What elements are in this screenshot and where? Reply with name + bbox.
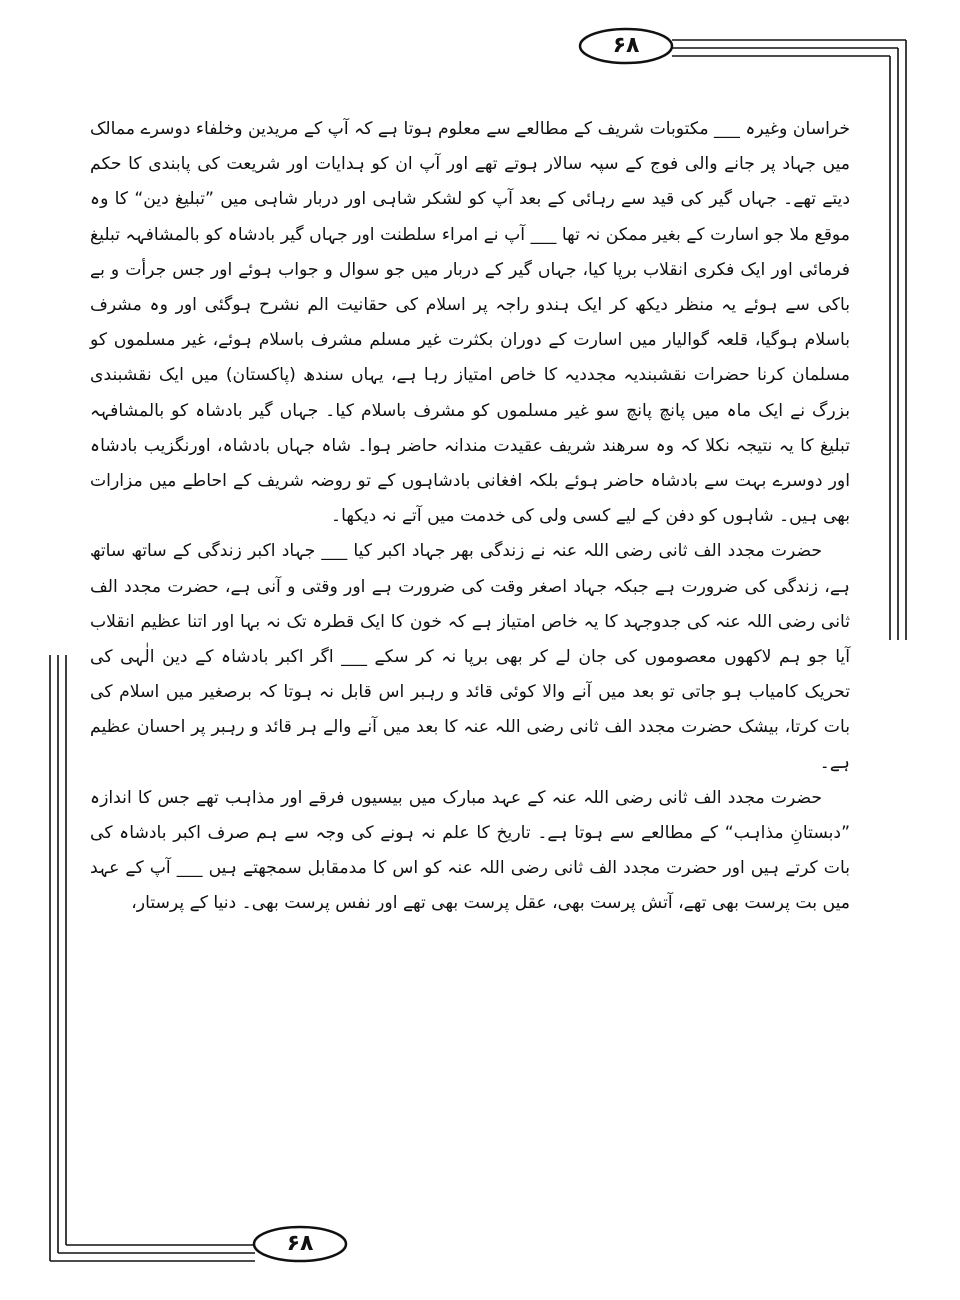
paragraph-1: خراسان وغیرہ ___ مکتوبات شریف کے مطالعے سے معلوم ہوتا ہے کہ آپ کے مریدین وخلفاء دوسرے ممالک میں جہاد پر جانے والی فوج کے سپہ سالار ہوتے تھے اور آپ ان کو ہدایات اور شریعت کی پابندی کا حکم دیتے تھے۔ جہاں گیر کی قید سے رہائی کے بعد آپ کو لشکر شاہی اور دربار شاہی میں ”تبلیغ دین“ کا وہ موقع ملا جو اسارت کے بغیر ممکن نہ تھا ___ آپ نے امراء سلطنت اور جہاں گیر بادشاہ کو بالمشافہہ تبلیغ فرمائی اور ایک فکری انقلاب برپا کیا، جہاں گیر کے دربار میں جو سوال و جواب ہوئے اور جس جرأت و بے باکی سے ہوئے یہ منظر دیکھ کر ایک ہندو راجہ پر اسلام کی حقانیت الم نشرح ہوگئی اور وہ مشرف باسلام ہوگیا، قلعہ گوالیار میں اسارت کے دوران بکثرت غیر مسلم مشرف باسلام ہوئے، غیر مسلموں کو مسلمان کرنا حضرات نقشبندیہ مجددیہ کا خاص امتیاز رہا ہے، یہاں سندھ (پاکستان) میں ایک نقشبندی بزرگ نے ایک ماہ میں پانچ پانچ سو غیر مسلموں کو مشرف باسلام کیا۔ جہاں گیر بادشاہ کو بالمشافہہ تبلیغ کا یہ نتیجہ نکلا کہ وہ سرھند شریف عقیدت مندانہ حاضر ہوا۔ شاہ جہاں بادشاہ، اورنگزیب بادشاہ اور دوسرے بہت سے بادشاہ حاضر ہوئے بلکہ افغانی بادشاہوں کے تو روضہ شریف کے احاطے میں مزارات بھی ہیں۔ شاہوں کو دفن کے لیے کسی ولی کی خدمت میں آتے نہ دیکھا۔ [90, 119, 850, 527]
paragraph-3: حضرت مجدد الف ثانی رضی اللہ عنہ کے عہد مبارک میں بیسیوں فرقے اور مذاہب تھے جس کا اندازہ ”دبستانِ مذاہب“ کے مطالعے سے ہوتا ہے۔ تاریخ کا علم نہ ہونے کی وجہ سے ہم صرف اکبر بادشاہ کی بات کرتے ہیں اور حضرت مجدد الف ثانی رضی اللہ عنہ کو اس کا مدمقابل سمجھتے ہیں ___ آپ کے عہد میں بت پرست بھی تھے، آتش پرست بھی، عقل پرست بھی تھے اور نفس پرست بھی۔ دنیا کے پرستار، [90, 787, 850, 914]
page-number-top: ۶۸ [612, 33, 640, 58]
paragraph-2: حضرت مجدد الف ثانی رضی اللہ عنہ نے زندگی بھر جہاد اکبر کیا ___ جہاد اکبر زندگی کے ساتھ ساتھ ہے، زندگی کی ضرورت ہے جبکہ جہاد اصغر وقت کی ضرورت ہے اور وقتی و آنی ہے، حضرت مجدد الف ثانی رضی اللہ عنہ کی جدوجہد کا یہ خاص امتیاز ہے کہ خون کا ایک قطرہ تک نہ بہا اور اتنا عظیم انقلاب آیا جو ہم لاکھوں معصوموں کی جان لے کر بھی برپا نہ کر سکے ___ اگر اکبر بادشاہ کے دین الٰہی کی تحریک کامیاب ہو جاتی تو بعد میں آنے والا کوئی قائد و رہبر اس قابل نہ ہوتا کہ برصغیر میں اسلام کی بات کرتا، بیشک حضرت مجدد الف ثانی رضی اللہ عنہ کا بعد میں آنے والے ہر قائد و رہبر پر احسان عظیم ہے۔ [90, 541, 850, 773]
body-text [90, 112, 850, 922]
page-number-bottom: ۶۸ [286, 1231, 314, 1256]
